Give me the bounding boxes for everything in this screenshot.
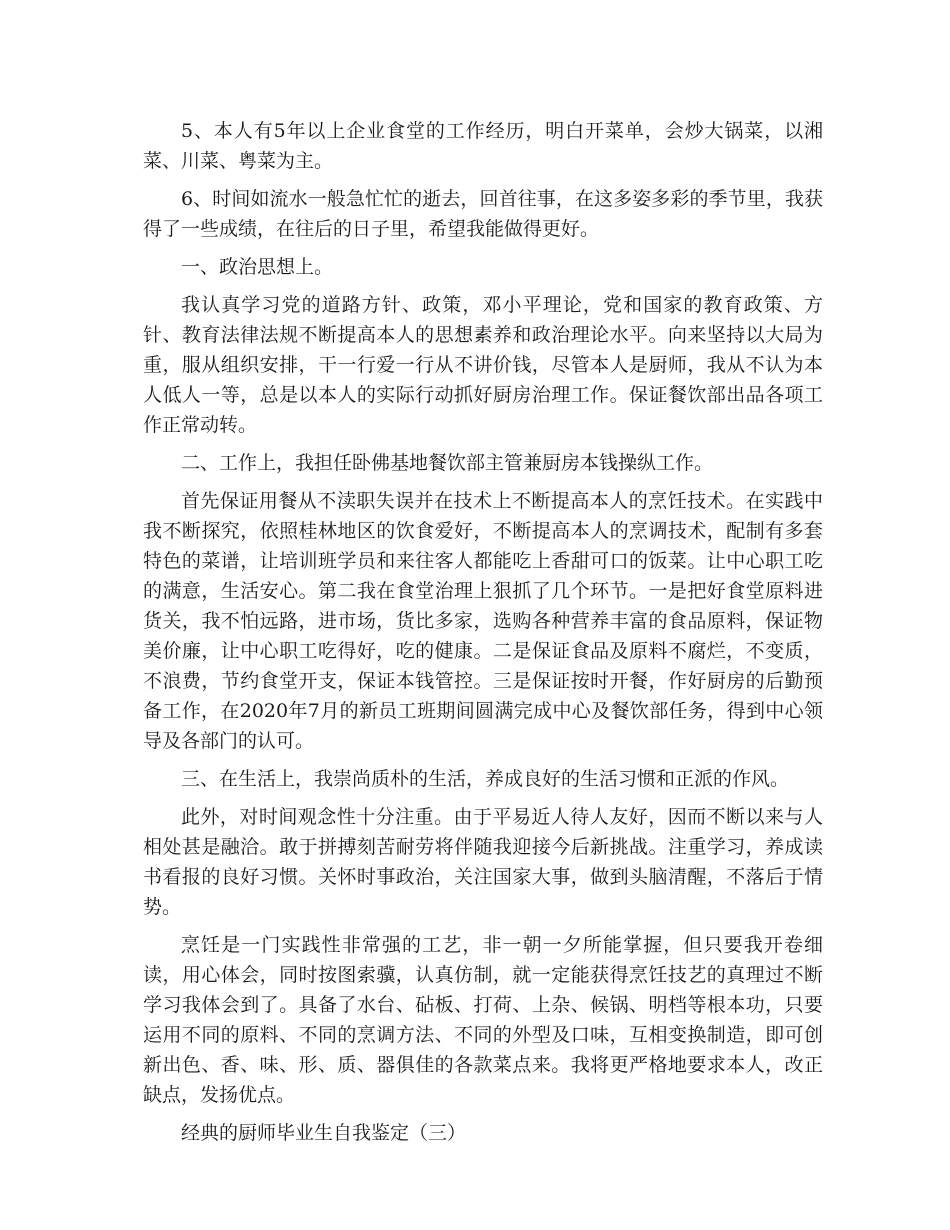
paragraph-political: 我认真学习党的道路方针、政策，邓小平理论，党和国家的教育政策、方针、教育法律法规不断提高本人的思想素养和政治理论水平。向来坚持以大局为重，服从组织安排，干一行爱一行从不讲价钱，尽管本人是厨师，我从不认为本人低人一等，总是以本人的实际行动抓好厨房治理工作。保证餐饮部出品各项工作正常动转。 [143, 294, 823, 436]
document-body [143, 116, 823, 1156]
paragraph-cooking: 烹饪是一门实践性非常强的工艺，非一朝一夕所能掌握，但只要我开卷细读，用心体会，同时按图索骥，认真仿制，就一定能获得烹饪技艺的真理过不断学习我体会到了。具备了水台、砧板、打荷、上杂、候锅、明档等根本功，只要运用不同的原料、不同的烹调方法、不同的外型及口味，互相变换制造，即可创新出色、香、味、形、质、器俱佳的各款菜点来。我将更严格地要求本人，改正缺点，发扬优点。 [143, 934, 823, 1106]
paragraph-item-5: 5、本人有5年以上企业食堂的工作经历，明白开菜单，会炒大锅菜，以湘菜、川菜、粤菜为主。 [143, 120, 823, 172]
paragraph-item-6: 6、时间如流水一般急忙忙的逝去，回首往事，在这多姿多彩的季节里，我获得了一些成绩，在往后的日子里，希望我能做得更好。 [143, 188, 823, 240]
section-title-three: 经典的厨师毕业生自我鉴定（三） [181, 1122, 467, 1144]
section-heading-political: 一、政治思想上。 [181, 256, 334, 278]
paragraph-life: 此外，对时间观念性十分注重。由于平易近人待人友好，因而不断以来与人相处甚是融洽。敢于拼搏刻苦耐劳将伴随我迎接今后新挑战。注重学习，养成读书看报的良好习惯。关怀时事政治，关注国家大事，做到头脑清醒，不落后于情势。 [143, 806, 823, 918]
section-heading-life: 三、在生活上，我崇尚质朴的生活，养成良好的生活习惯和正派的作风。 [181, 768, 790, 790]
paragraph-work: 首先保证用餐从不渎职失误并在技术上不断提高本人的烹饪技术。在实践中我不断探究，依照桂林地区的饮食爱好，不断提高本人的烹调技术，配制有多套特色的菜谱，让培训班学员和来往客人都能吃上香甜可口的饭菜。让中心职工吃的满意，生活安心。第二我在食堂治理上狠抓了几个环节。一是把好食堂原料进货关，我不怕远路，进市场，货比多家，选购各种营养丰富的食品原料，保证物美价廉，让中心职工吃得好，吃的健康。二是保证食品及原料不腐烂，不变质，不浪费，节约食堂开支，保证本钱管控。三是保证按时开餐，作好厨房的后勤预备工作，在2020年7月的新员工班期间圆满完成中心及餐饮部任务，得到中心领导及各部门的认可。 [143, 490, 823, 752]
section-heading-work: 二、工作上，我担任卧佛基地餐饮部主管兼厨房本钱操纵工作。 [181, 452, 714, 474]
